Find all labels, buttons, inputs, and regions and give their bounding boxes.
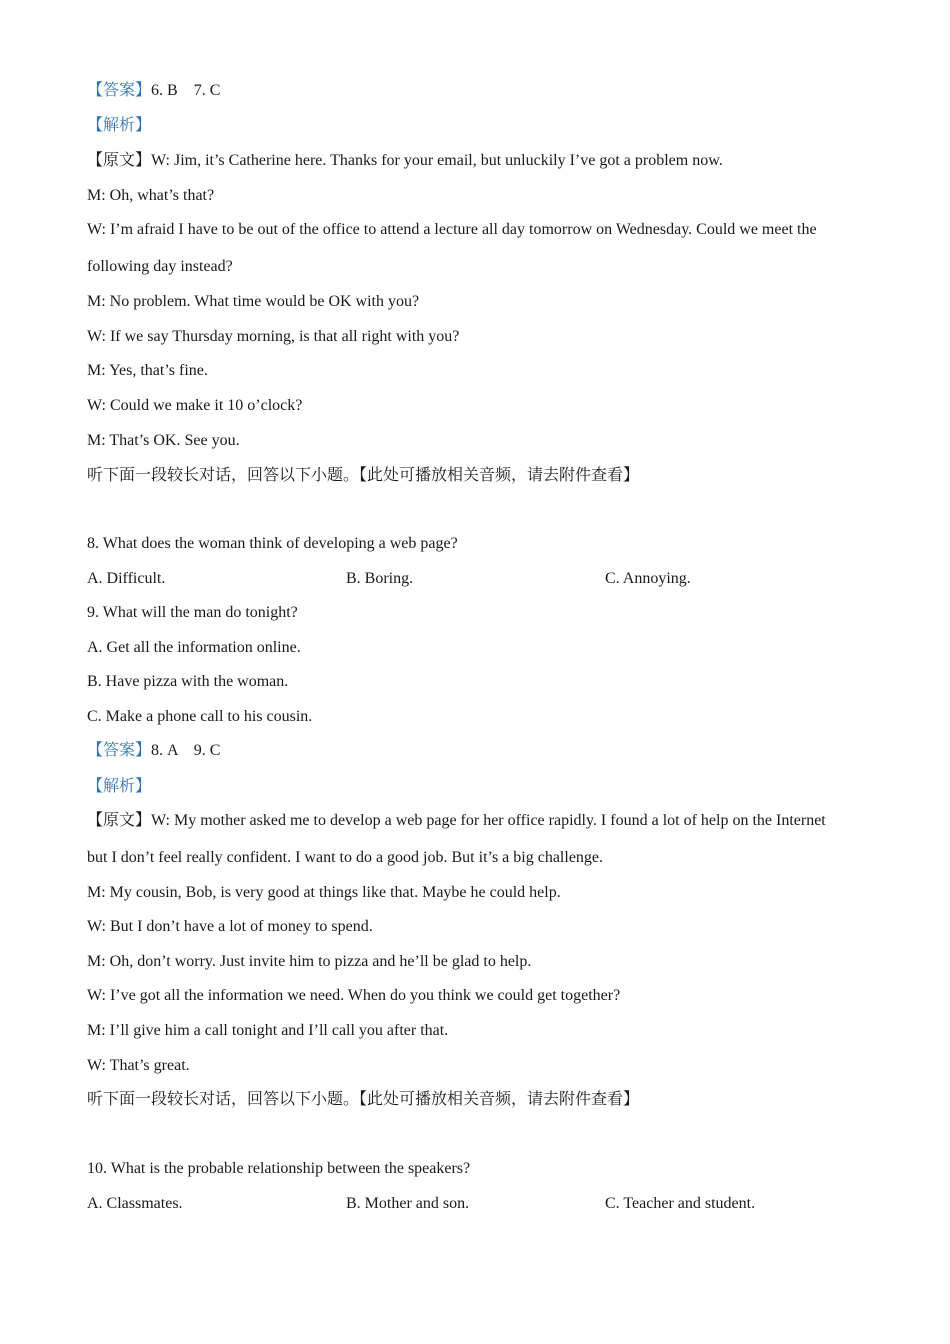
- transcript-line: [87, 151, 723, 171]
- q10-option-b: B. Mother and son.: [346, 1195, 470, 1212]
- listen-prompt: 听下面一段较长对话，回答以下小题。【此处可播放相关音频，请去附件查看】: [87, 467, 640, 484]
- analysis-tag: 【解析】: [87, 778, 152, 795]
- analysis-tag: 【解析】: [87, 117, 152, 134]
- transcript-line: W: Could we make it 10 o’clock?: [87, 397, 303, 414]
- transcript-line: [87, 811, 826, 831]
- q8-option-c: C. Annoying.: [605, 570, 691, 587]
- question-8: 8. What does the woman think of developing a web page?: [87, 535, 458, 552]
- transcript-line: W: But I don’t have a lot of money to spend.: [87, 918, 373, 935]
- transcript-line: W: That’s great.: [87, 1057, 190, 1074]
- q8-option-a: A. Difficult.: [87, 570, 166, 587]
- transcript-line: following day instead?: [87, 258, 233, 275]
- answer-text: 8. A 9. C: [151, 742, 221, 759]
- q10-option-c: C. Teacher and student.: [605, 1195, 756, 1212]
- answer-text: 6. B 7. C: [151, 82, 221, 99]
- transcript-text: W: Jim, it’s Catherine here. Thanks for your email, but unluckily I’ve got a problem now.: [151, 152, 723, 169]
- transcript-text: W: My mother asked me to develop a web page for her office rapidly. I found a lot of help on the Internet: [151, 812, 826, 829]
- transcript-line: M: Yes, that’s fine.: [87, 362, 208, 379]
- transcript-line: M: No problem. What time would be OK with you?: [87, 293, 420, 310]
- q8-option-b: B. Boring.: [346, 570, 414, 587]
- listen-prompt: 听下面一段较长对话，回答以下小题。【此处可播放相关音频，请去附件查看】: [87, 1091, 640, 1108]
- original-tag: 【原文】: [87, 152, 152, 169]
- transcript-line: M: That’s OK. See you.: [87, 432, 240, 449]
- q9-option-c: C. Make a phone call to his cousin.: [87, 708, 313, 725]
- answer-line-2: [87, 741, 220, 761]
- answer-tag: 【答案】: [87, 82, 152, 99]
- transcript-line: M: Oh, don’t worry. Just invite him to pizza and he’ll be glad to help.: [87, 953, 532, 970]
- transcript-line: W: I’ve got all the information we need. When do you think we could get together?: [87, 987, 621, 1004]
- question-9: 9. What will the man do tonight?: [87, 604, 298, 621]
- answer-line-1: [87, 81, 220, 101]
- transcript-line: M: Oh, what’s that?: [87, 187, 215, 204]
- transcript-line: M: I’ll give him a call tonight and I’ll call you after that.: [87, 1022, 449, 1039]
- transcript-line: but I don’t feel really confident. I want to do a good job. But it’s a big challenge.: [87, 849, 604, 866]
- answer-tag: 【答案】: [87, 742, 152, 759]
- transcript-line: W: If we say Thursday morning, is that all right with you?: [87, 328, 460, 345]
- transcript-line: W: I’m afraid I have to be out of the office to attend a lecture all day tomorrow on Wednesday. Could we meet the: [87, 221, 817, 238]
- q9-option-a: A. Get all the information online.: [87, 639, 301, 656]
- q9-option-b: B. Have pizza with the woman.: [87, 673, 289, 690]
- q10-option-a: A. Classmates.: [87, 1195, 183, 1212]
- question-10: 10. What is the probable relationship between the speakers?: [87, 1160, 471, 1177]
- transcript-line: M: My cousin, Bob, is very good at things like that. Maybe he could help.: [87, 884, 561, 901]
- original-tag: 【原文】: [87, 812, 152, 829]
